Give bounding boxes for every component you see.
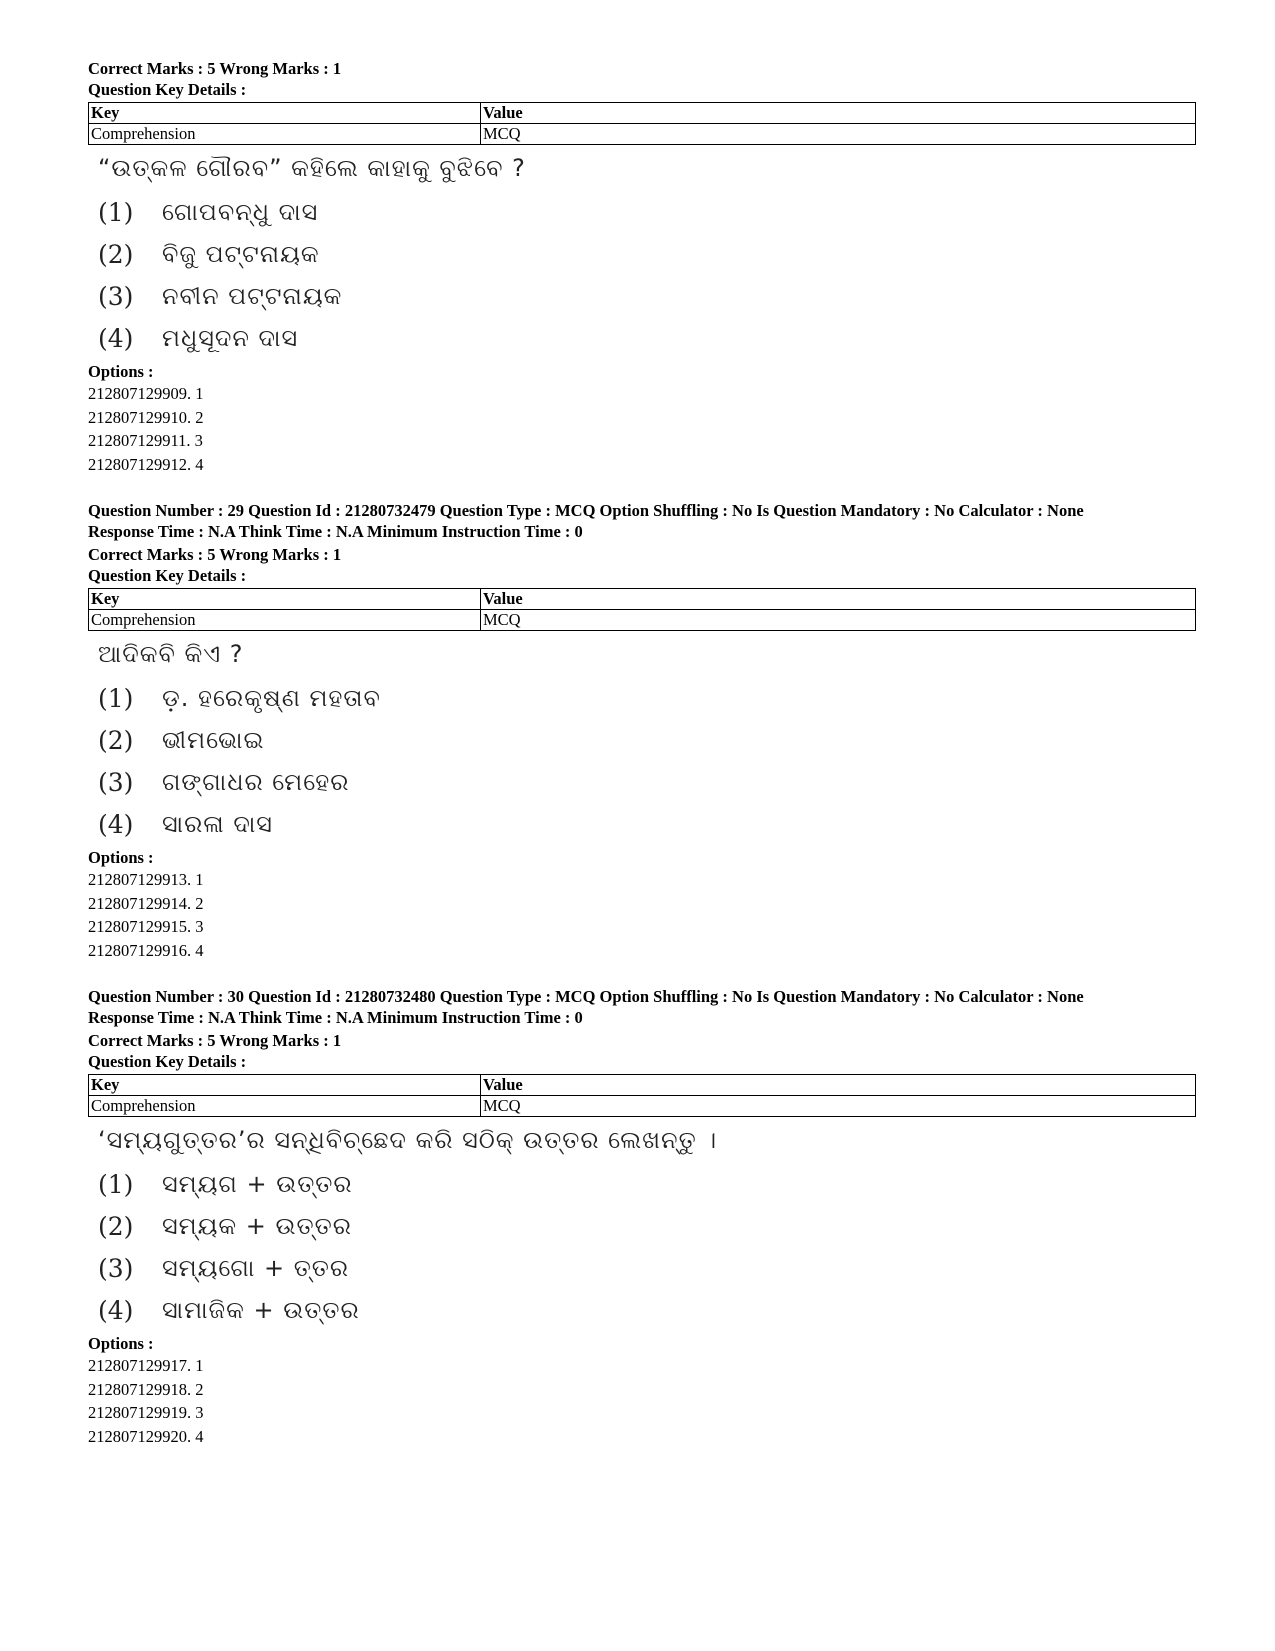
- table-header-key: Key: [89, 589, 481, 610]
- question-key-table: [88, 588, 1196, 631]
- question-block-28: [88, 58, 1196, 476]
- options-label: Options :: [88, 1334, 154, 1353]
- option-id: 212807129909. 1: [88, 384, 204, 403]
- table-cell-key: Comprehension: [89, 610, 481, 631]
- table-header-key: Key: [89, 1075, 481, 1096]
- key-details-label: Question Key Details :: [88, 1052, 247, 1071]
- table-row: [89, 124, 1196, 145]
- choice-number: (1): [98, 197, 134, 227]
- question-text: “ଉତ୍କଳ ଗୌରବ” କହିଲେ କାହାକୁ ବୁଝିବେ ?: [98, 154, 526, 182]
- question-block-29: [88, 500, 1196, 962]
- table-header-key: Key: [89, 103, 481, 124]
- choice-row: [98, 719, 1196, 761]
- choice-row: [98, 1205, 1196, 1247]
- options-list: [88, 1354, 1196, 1448]
- choice-text: ସମ୍ୟକ + ଉତ୍ତର: [162, 1212, 352, 1240]
- choice-number: (1): [98, 683, 134, 713]
- choice-number: (2): [98, 725, 134, 755]
- choice-row: [98, 677, 1196, 719]
- choice-row: [98, 1247, 1196, 1289]
- question-paper-page: [88, 58, 1196, 1448]
- table-header-value: Value: [481, 103, 1196, 124]
- question-timing: Response Time : N.A Think Time : N.A Minimum Instruction Time : 0: [88, 522, 583, 541]
- choice-number: (2): [98, 1211, 134, 1241]
- choice-row: [98, 1289, 1196, 1331]
- choice-number: (3): [98, 281, 134, 311]
- choice-number: (3): [98, 1253, 134, 1283]
- key-details-label: Question Key Details :: [88, 80, 247, 99]
- choice-text: ବିଜୁ ପଟ୍ଟନାୟକ: [162, 240, 320, 268]
- choice-row: [98, 233, 1196, 275]
- table-header-value: Value: [481, 589, 1196, 610]
- option-id: 212807129912. 4: [88, 454, 204, 474]
- option-id: 212807129916. 4: [88, 940, 204, 960]
- question-header: Question Number : 29 Question Id : 21280732479 Question Type : MCQ Option Shuffling : No Is Question Mandatory : No Calculator : None: [88, 501, 1084, 520]
- choice-text: ମଧୁସୂଦନ ଦାସ: [162, 324, 299, 352]
- options-list: [88, 868, 1196, 962]
- choice-text: ସମ୍ୟଗୋ + ତ୍ତର: [162, 1254, 350, 1282]
- question-text: ‘ସମ୍ୟଗୁତ୍ତର’ର ସନ୍ଧିବିଚ୍ଛେଦ କରି ସଠିକ୍ ଉତ୍ତର ଲେଖନ୍ତୁ ।: [98, 1126, 718, 1154]
- option-id: 212807129914. 2: [88, 893, 204, 913]
- question-image: [98, 1123, 1196, 1331]
- option-id: 212807129918. 2: [88, 1379, 204, 1399]
- choice-text: ସାମାଜିକ + ଉତ୍ତର: [162, 1296, 360, 1324]
- choice-row: [98, 275, 1196, 317]
- choice-text: ଗୋପବନ୍ଧୁ ଦାସ: [162, 198, 319, 226]
- choice-number: (2): [98, 239, 134, 269]
- question-key-table: [88, 1074, 1196, 1117]
- choice-text: ଭୀମଭୋଇ: [162, 726, 265, 754]
- question-image: [98, 151, 1196, 359]
- options-label: Options :: [88, 848, 154, 867]
- choice-number: (1): [98, 1169, 134, 1199]
- table-cell-value: MCQ: [481, 610, 1196, 631]
- table-header-row: [89, 1075, 1196, 1096]
- option-id: 212807129915. 3: [88, 917, 204, 936]
- choice-row: [98, 803, 1196, 845]
- choice-row: [98, 1163, 1196, 1205]
- options-label: Options :: [88, 362, 154, 381]
- table-cell-key: Comprehension: [89, 1096, 481, 1117]
- marks-line: Correct Marks : 5 Wrong Marks : 1: [88, 1031, 342, 1050]
- option-id: 212807129911. 3: [88, 431, 203, 450]
- choice-text: ସମ୍ୟଗ + ଉତ୍ତର: [162, 1170, 353, 1198]
- choice-text: ସାରଳା ଦାସ: [162, 810, 273, 838]
- table-header-row: [89, 103, 1196, 124]
- options-list: [88, 382, 1196, 476]
- option-id: 212807129910. 2: [88, 407, 204, 427]
- table-cell-value: MCQ: [481, 1096, 1196, 1117]
- table-cell-key: Comprehension: [89, 124, 481, 145]
- key-details-label: Question Key Details :: [88, 566, 247, 585]
- table-row: [89, 1096, 1196, 1117]
- option-id: 212807129917. 1: [88, 1356, 204, 1375]
- choice-text: ଡ଼. ହରେକୃଷ୍ଣ ମହତାବ: [162, 684, 381, 712]
- choice-row: [98, 317, 1196, 359]
- choice-text: ନବୀନ ପଟ୍ଟନାୟକ: [162, 282, 343, 310]
- question-text: ଆଦିକବି କିଏ ?: [98, 640, 244, 668]
- table-row: [89, 610, 1196, 631]
- table-header-row: [89, 589, 1196, 610]
- question-header: Question Number : 30 Question Id : 21280732480 Question Type : MCQ Option Shuffling : No Is Question Mandatory : No Calculator : None: [88, 987, 1084, 1006]
- choice-number: (4): [98, 809, 134, 839]
- table-cell-value: MCQ: [481, 124, 1196, 145]
- marks-line: Correct Marks : 5 Wrong Marks : 1: [88, 59, 342, 78]
- choice-number: (4): [98, 1295, 134, 1325]
- table-header-value: Value: [481, 1075, 1196, 1096]
- question-timing: Response Time : N.A Think Time : N.A Minimum Instruction Time : 0: [88, 1008, 583, 1027]
- question-block-30: [88, 986, 1196, 1448]
- choice-text: ଗଙ୍ଗାଧର ମେହେର: [162, 768, 350, 796]
- option-id: 212807129913. 1: [88, 870, 204, 889]
- option-id: 212807129919. 3: [88, 1403, 204, 1422]
- question-key-table: [88, 102, 1196, 145]
- option-id: 212807129920. 4: [88, 1426, 204, 1446]
- choice-number: (3): [98, 767, 134, 797]
- marks-line: Correct Marks : 5 Wrong Marks : 1: [88, 545, 342, 564]
- choice-row: [98, 191, 1196, 233]
- question-image: [98, 637, 1196, 845]
- choice-row: [98, 761, 1196, 803]
- choice-number: (4): [98, 323, 134, 353]
